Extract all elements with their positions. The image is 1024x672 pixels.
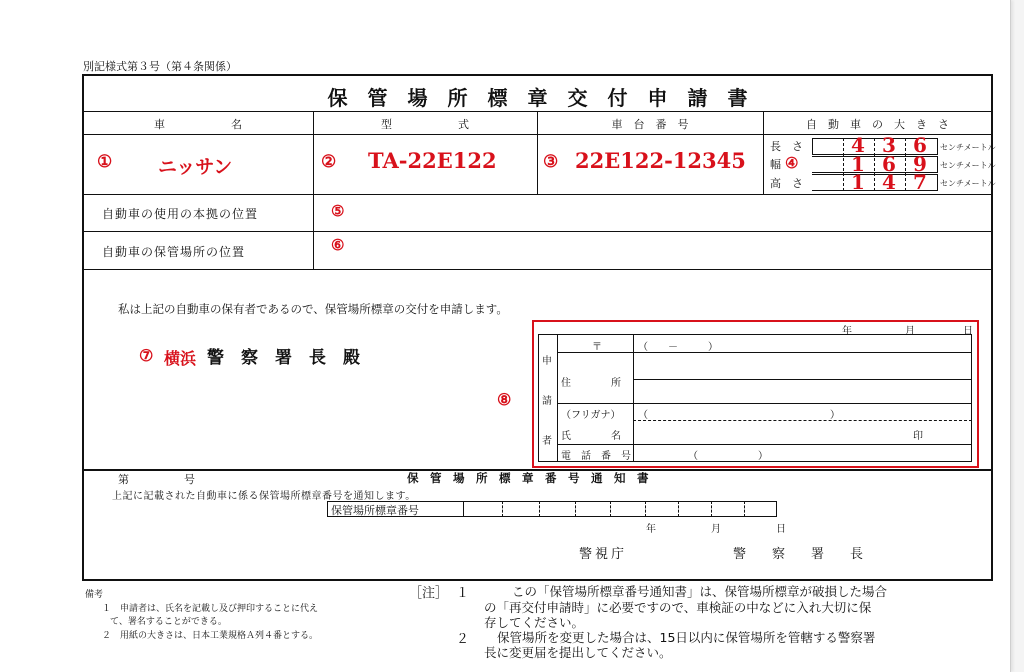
applicant-date-day: 日 xyxy=(963,326,973,337)
length-digit: 4 xyxy=(851,133,865,157)
number-sep xyxy=(610,501,611,517)
issuing-agency: 警視庁 xyxy=(579,547,628,562)
height-unit: センチメートル xyxy=(940,179,996,188)
height-digit: 7 xyxy=(913,170,927,194)
applicant-row-line xyxy=(557,444,972,445)
note-1-line-1: この「保管場所標章番号通知書」は、保管場所標章が破損した場合 xyxy=(512,584,888,599)
length-digit: 3 xyxy=(882,133,896,157)
remarks-label: 備考 xyxy=(85,590,104,600)
notice-date-day: 日 xyxy=(776,524,786,535)
phone-field[interactable]: （ ） xyxy=(688,451,768,462)
width-unit: センチメートル xyxy=(940,161,996,170)
header-car-name: 車 名 xyxy=(154,118,242,131)
number-box-label-divider xyxy=(463,501,464,517)
notice-date-month: 月 xyxy=(711,524,721,535)
declaration-text: 私は上記の自動車の保有者であるので、保管場所標章の交付を申請します。 xyxy=(118,302,508,316)
remarks-item-1-line-2: て、署名することができる。 xyxy=(110,617,227,627)
remarks-item-2: ２ 用紙の大きさは、日本工業規格Ａ列４番とする。 xyxy=(102,631,319,641)
postal-code-field[interactable]: （ － ） xyxy=(638,342,718,353)
issuing-station: 警 察 署 長 xyxy=(733,547,864,562)
applicant-date-year: 年 xyxy=(842,326,852,337)
furigana-divider xyxy=(633,420,972,421)
applicant-side-2: 請 xyxy=(542,396,552,407)
number-sep xyxy=(744,501,745,517)
length-unit: センチメートル xyxy=(940,143,996,152)
marker-6: ⑥ xyxy=(331,236,345,254)
applicant-date-month: 月 xyxy=(905,326,915,337)
marker-1: ① xyxy=(97,152,113,172)
marker-3: ③ xyxy=(543,152,559,172)
applicant-row-line xyxy=(557,403,972,404)
length-digit: 6 xyxy=(913,133,927,157)
note-1-line-2: の「再交付申請時」に必要ですので、車検証の中などに入れ大切に保 xyxy=(484,600,872,615)
notice-number-label: 第 号 xyxy=(118,473,195,486)
notice-text: 上記に記載された自動車に係る保管場所標章番号を通知します。 xyxy=(112,491,416,502)
applicant-side-divider xyxy=(557,334,558,462)
applicant-row-line xyxy=(633,379,972,380)
police-city: 横浜 xyxy=(164,349,197,368)
sticker-number-label: 保管場所標章番号 xyxy=(331,504,419,517)
phone-label: 電 話 番 号 xyxy=(561,451,631,462)
note-1-number: １ xyxy=(456,586,470,601)
number-sep xyxy=(539,501,540,517)
notice-date-year: 年 xyxy=(646,524,656,535)
height-digit: 1 xyxy=(851,170,865,194)
note-2-line-1: 保管場所を変更した場合は、15日以内に保管場所を管轄する警察署 xyxy=(497,630,876,645)
note-1-line-3: 存してください。 xyxy=(484,615,585,630)
applicant-side-1: 申 xyxy=(542,356,552,367)
seal-mark: 印 xyxy=(913,431,923,442)
marker-7: ⑦ xyxy=(139,346,154,365)
height-digit: 4 xyxy=(882,170,896,194)
postal-mark: 〒 xyxy=(592,342,602,353)
length-label: 長 さ xyxy=(770,140,803,153)
header-size: 自 動 車 の 大 き さ xyxy=(806,118,949,131)
marker-2: ② xyxy=(321,152,337,172)
furigana-label: （フリガナ） xyxy=(561,410,621,421)
marker-4: ④ xyxy=(785,154,799,172)
furigana-paren-open[interactable]: （ xyxy=(638,410,648,421)
col-divider-1 xyxy=(313,111,314,269)
width-digit: 1 xyxy=(851,152,865,176)
storage-divider xyxy=(83,269,992,270)
width-label: 幅 xyxy=(770,158,781,171)
height-label: 高 さ xyxy=(770,177,803,190)
number-sep xyxy=(575,501,576,517)
values-divider xyxy=(83,194,992,195)
header-model: 型 式 xyxy=(381,118,469,131)
applicant-label-divider xyxy=(633,334,634,462)
applicant-table xyxy=(538,334,972,462)
name-label: 氏 名 xyxy=(561,431,621,442)
remarks-item-1-line-1: １ 申請者は、氏名を記載し及び押印することに代え xyxy=(102,604,319,614)
width-digit: 6 xyxy=(882,152,896,176)
storage-location-label: 自動車の保管場所の位置 xyxy=(102,245,246,259)
address-label: 住 所 xyxy=(561,378,621,389)
note-2-line-2: 長に変更届を提出してください。 xyxy=(484,645,672,660)
number-sep xyxy=(678,501,679,517)
number-sep xyxy=(645,501,646,517)
number-sep xyxy=(711,501,712,517)
header-chassis: 車 台 番 号 xyxy=(611,118,689,131)
notice-title: 保 管 場 所 標 章 番 号 通 知 書 xyxy=(407,471,649,485)
marker-5: ⑤ xyxy=(331,202,345,220)
model-value: TA-22E122 xyxy=(368,148,497,173)
applicant-row-line xyxy=(557,352,972,353)
form-title: 保 管 場 所 標 章 交 付 申 請 書 xyxy=(327,86,748,110)
furigana-paren-close: ） xyxy=(830,410,840,421)
applicant-side-3: 者 xyxy=(542,436,552,447)
notes-label: ［注］ xyxy=(409,586,449,601)
marker-8: ⑧ xyxy=(497,390,512,409)
note-2-number: ２ xyxy=(456,632,470,647)
usage-divider xyxy=(83,231,992,232)
form-number: 別記様式第３号（第４条関係） xyxy=(83,60,237,73)
car-name-value: ニッサン xyxy=(158,156,233,178)
width-digit: 9 xyxy=(913,152,927,176)
addressee-text: 警 察 署 長 殿 xyxy=(207,348,360,368)
number-sep xyxy=(502,501,503,517)
usage-location-label: 自動車の使用の本拠の位置 xyxy=(102,207,259,221)
chassis-value: 22E122-12345 xyxy=(575,148,746,173)
